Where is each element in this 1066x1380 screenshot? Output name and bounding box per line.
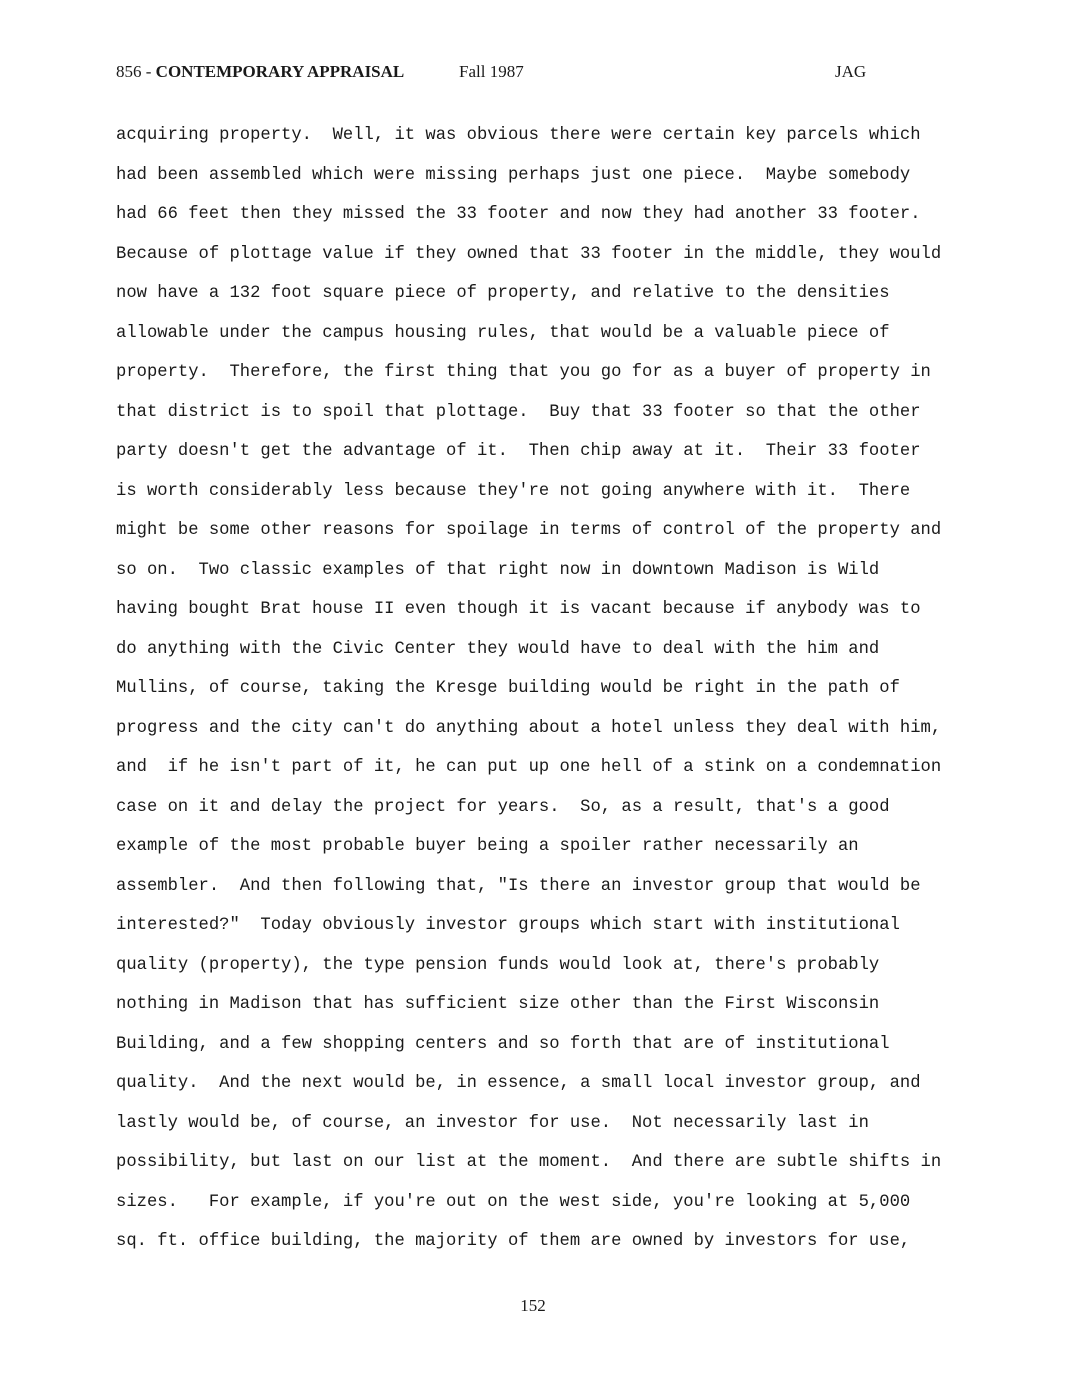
text-line: is worth considerably less because they're not going anywhere with it. There (116, 481, 911, 501)
text-line: example of the most probable buyer being a spoiler rather necessarily an (116, 837, 859, 856)
text-line: sq. ft. office building, the majority of them are owned by investors for use, (116, 1232, 911, 1251)
course-title: CONTEMPORARY APPRAISAL (155, 62, 405, 81)
text-line: progress and the city can't do anything about a hotel unless they deal with him, (116, 718, 942, 738)
text-line: Because of plottage value if they owned that 33 footer in the middle, they would (116, 244, 942, 264)
text-line: and if he isn't part of it, he can put up one hell of a stink on a condemnation (116, 758, 942, 777)
text-line: nothing in Madison that has sufficient size other than the First Wisconsin (116, 995, 880, 1014)
text-line: party doesn't get the advantage of it. Then chip away at it. Their 33 footer (116, 442, 921, 461)
text-line: having bought Brat house II even though it is vacant because if anybody was to (116, 600, 921, 619)
page-number: 152 (520, 1296, 546, 1315)
text-line: do anything with the Civic Center they would have to deal with the him and (116, 639, 880, 659)
course-number: 856 - (116, 62, 156, 81)
text-line: had 66 feet then they missed the 33 footer and now they had another 33 footer. (116, 205, 921, 224)
text-line: property. Therefore, the first thing that you go for as a buyer of property in (116, 363, 931, 382)
course-heading (116, 62, 404, 82)
transcript-body (116, 124, 996, 1270)
text-line: assembler. And then following that, "Is there an investor group that would be (116, 876, 921, 896)
text-line: so on. Two classic examples of that right now in downtown Madison is Wild (116, 560, 880, 580)
text-line: had been assembled which were missing perhaps just one piece. Maybe somebody (116, 165, 911, 185)
text-line: Mullins, of course, taking the Kresge building would be right in the path of (116, 679, 900, 698)
text-line: acquiring property. Well, it was obvious there were certain key parcels which (116, 126, 921, 145)
text-line: quality. And the next would be, in essence, a small local investor group, and (116, 1074, 921, 1093)
term-label: Fall 1987 (459, 62, 524, 81)
page-header (0, 62, 1066, 86)
text-line: might be some other reasons for spoilage in terms of control of the property and (116, 521, 942, 540)
author-initials: JAG (835, 62, 867, 81)
text-line: Building, and a few shopping centers and so forth that are of institutional (116, 1034, 890, 1054)
text-line: allowable under the campus housing rules, that would be a valuable piece of (116, 323, 890, 343)
text-line: that district is to spoil that plottage. Buy that 33 footer so that the other (116, 402, 921, 422)
text-line: possibility, but last on our list at the moment. And there are subtle shifts in (116, 1153, 942, 1172)
text-line: lastly would be, of course, an investor for use. Not necessarily last in (116, 1113, 869, 1133)
text-line: case on it and delay the project for years. So, as a result, that's a good (116, 797, 890, 817)
text-line: quality (property), the type pension funds would look at, there's probably (116, 955, 880, 975)
text-line: sizes. For example, if you're out on the west side, you're looking at 5,000 (116, 1192, 911, 1212)
text-line: now have a 132 foot square piece of property, and relative to the densities (116, 284, 890, 303)
text-line: interested?" Today obviously investor groups which start with institutional (116, 916, 900, 935)
